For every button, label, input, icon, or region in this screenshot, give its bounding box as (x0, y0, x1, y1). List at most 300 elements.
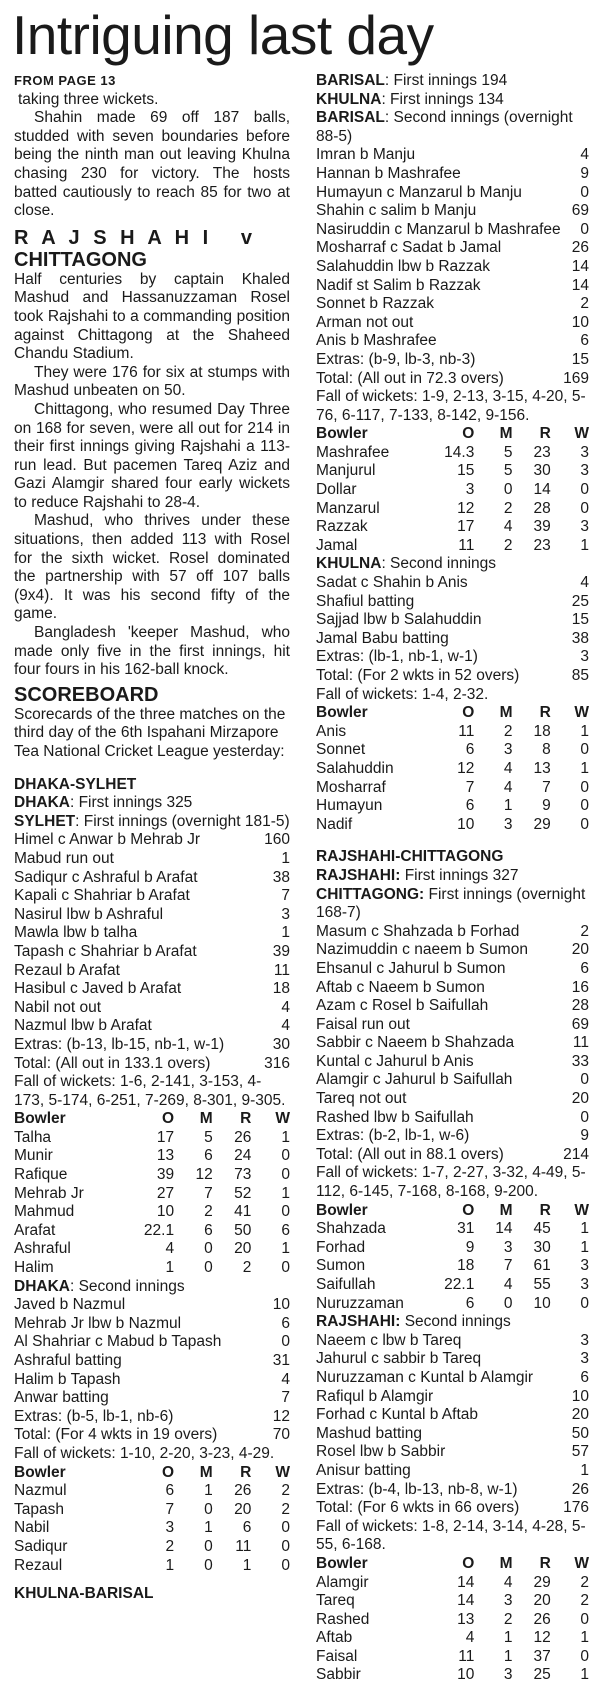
bowling-header-cell: Bowler (316, 704, 368, 722)
bowling-cell: Tapash (14, 1500, 64, 1518)
batting-line-label: Extras: (b-5, lb-1, nb-6) (14, 1407, 174, 1425)
innings-header: KHULNA: Second innings (316, 555, 497, 573)
bowling-cell: 1 (580, 536, 589, 554)
bowling-cell: 5 (204, 1128, 213, 1146)
bowling-header-cell: R (240, 1463, 252, 1481)
bowling-cell: 1 (281, 1128, 290, 1146)
bowling-cell: 11 (458, 722, 475, 740)
bowling-cell: 2 (503, 499, 513, 517)
bowling-cell: 12 (457, 759, 475, 777)
innings-header: DHAKA: First innings 325 (14, 794, 193, 812)
bowling-row (316, 723, 589, 742)
subhead-chittagong: CHITTAGONG (14, 248, 147, 271)
bowling-cell: 39 (533, 518, 551, 536)
bowling-row (14, 1482, 290, 1501)
batting-line-label: Mawla lbw b talha (14, 924, 138, 942)
bowling-cell: 5 (503, 462, 513, 480)
batting-line-label: Nazmul lbw b Arafat (14, 1017, 152, 1035)
batting-line-label: Anisur batting (316, 1461, 411, 1479)
bowling-cell: 3 (580, 518, 589, 536)
batting-line (14, 887, 290, 906)
bowling-cell: Nazmul (14, 1482, 67, 1500)
batting-line-value: 0 (281, 1333, 290, 1351)
bowling-cell: 24 (234, 1147, 252, 1165)
batting-line-value: 26 (571, 1480, 589, 1498)
bowling-row (14, 1557, 290, 1576)
bowling-cell: 2 (580, 1573, 589, 1591)
bowling-cell: 61 (533, 1257, 551, 1275)
batting-line-label: Aftab c Naeem b Sumon (316, 978, 485, 996)
bowling-cell: 2 (580, 1592, 589, 1610)
batting-line (14, 1036, 290, 1055)
batting-line-label: Sabbir c Naeem b Shahzada (316, 1034, 515, 1052)
bowling-cell: 0 (204, 1240, 213, 1258)
bowling-cell: 17 (457, 518, 475, 536)
bowling-header-cell: W (574, 425, 589, 443)
batting-line-value: 70 (272, 1426, 290, 1444)
batting-line-value: 1 (281, 849, 290, 867)
bowling-cell: Manzarul (316, 499, 380, 517)
bowling-header-cell: W (574, 1201, 589, 1219)
batting-line-value: 31 (272, 1352, 290, 1369)
bowling-row (316, 1574, 589, 1593)
bowling-cell: 0 (503, 481, 513, 499)
batting-line-value: 85 (571, 667, 589, 684)
bowling-cell: 30 (533, 1238, 551, 1256)
bowling-row (316, 816, 589, 835)
bowling-cell: Sumon (316, 1257, 366, 1275)
bowling-cell: 1 (503, 1629, 513, 1647)
batting-line-label: Rosel lbw b Sabbir (316, 1443, 446, 1461)
batting-line-label: Sajjad lbw b Salahuddin (316, 611, 482, 629)
batting-line (316, 1127, 589, 1146)
innings-header: BARISAL: First innings 194 (316, 72, 508, 89)
batting-line-label: Naeem c lbw b Tareq (316, 1331, 462, 1349)
bowling-cell: 0 (580, 741, 589, 759)
batting-line-value: 10 (272, 1296, 290, 1314)
batting-line (14, 1389, 290, 1408)
batting-line (316, 332, 589, 351)
batting-line (316, 593, 589, 612)
batting-line-label: Nasirul lbw b Ashraful (14, 905, 164, 923)
bowling-cell: 0 (281, 1556, 290, 1574)
batting-line-label: Nuruzzaman c Kuntal b Alamgir (316, 1368, 534, 1386)
bowling-cell: 2 (281, 1500, 290, 1518)
batting-line-value: 4 (281, 998, 290, 1016)
bowling-cell: 31 (457, 1220, 475, 1238)
bowling-cell: 2 (204, 1203, 213, 1221)
batting-line-label: Extras: (b-2, lb-1, w-6) (316, 1127, 470, 1145)
bowling-row (316, 1592, 589, 1611)
bowling-row (316, 1666, 589, 1685)
batting-line (316, 165, 589, 184)
bowling-row (316, 1239, 589, 1258)
bowling-row (14, 1240, 290, 1259)
batting-line-label: Total: (All out in 133.1 overs) (14, 1054, 211, 1072)
subhead-rajshahi: R A J S H A H I v (14, 226, 256, 249)
bowling-cell: 4 (503, 1573, 513, 1591)
bowling-cell: 0 (204, 1537, 213, 1555)
batting-line (316, 1090, 589, 1109)
bowling-cell: Mashrafee (316, 443, 390, 461)
batting-line-value: 316 (264, 1054, 290, 1072)
batting-line-value: 33 (571, 1052, 589, 1070)
batting-line (316, 941, 589, 960)
bowling-cell: 2 (242, 1259, 252, 1277)
bowling-cell: 0 (580, 499, 589, 517)
bowling-row (14, 1147, 290, 1166)
bowling-cell: 28 (533, 499, 551, 517)
from-page-label: FROM PAGE 13 (14, 73, 116, 88)
batting-line-label: Tapash c Shahriar b Arafat (14, 942, 197, 960)
batting-line (316, 1369, 589, 1388)
bowling-cell: 1 (281, 1184, 290, 1202)
bowling-cell: Dollar (316, 481, 357, 499)
match-title-dhaka-sylhet: DHAKA-SYLHET (14, 775, 137, 793)
bowling-cell: 25 (533, 1666, 551, 1684)
bowling-header-cell: Bowler (14, 1463, 66, 1481)
bowling-header-cell: O (462, 1554, 475, 1572)
batting-line (316, 146, 589, 165)
batting-line-label: Kapali c Shahriar b Arafat (14, 887, 190, 905)
batting-line-value: 10 (571, 1387, 589, 1405)
bowling-cell: 1 (165, 1259, 175, 1277)
batting-line-label: Extras: (b-13, lb-15, nb-1, w-1) (14, 1035, 225, 1053)
bowling-cell: 0 (503, 1294, 513, 1312)
batting-line (316, 1462, 589, 1481)
batting-line-value: 26 (571, 239, 589, 257)
bowling-cell: 6 (281, 1221, 290, 1239)
fall-of-wickets: Fall of wickets: 1-7, 2-27, 3-32, 4-49, 5-112, 6-145, 7-168, 8-168, 9-200. (316, 1164, 586, 1201)
batting-line-label: Mashud batting (316, 1424, 422, 1442)
bowling-cell: 3 (503, 1238, 513, 1256)
bowling-header-cell: M (199, 1110, 213, 1128)
batting-line-label: Nadif st Salim b Razzak (316, 276, 481, 294)
batting-line (316, 1016, 589, 1035)
bowling-table (316, 704, 589, 834)
batting-line (14, 1296, 290, 1315)
bowling-cell: Jamal (316, 536, 358, 554)
bowling-cell: 1 (580, 722, 589, 740)
bowling-cell: 17 (156, 1128, 175, 1146)
bowling-cell: 1 (580, 1666, 589, 1684)
batting-line-label: Shafiul batting (316, 592, 415, 610)
bowling-cell: 2 (503, 536, 513, 554)
batting-line-label: Imran b Manju (316, 146, 416, 164)
batting-line (14, 1371, 290, 1390)
innings-header: DHAKA: Second innings (14, 1277, 185, 1295)
bowling-cell: Halim (14, 1259, 54, 1277)
batting-line-value: 57 (571, 1443, 589, 1461)
match-title-khulna-barisal: KHULNA-BARISAL (14, 1585, 154, 1603)
batting-line (316, 1499, 589, 1518)
bowling-table (14, 1110, 290, 1277)
bowling-cell: Forhad (316, 1238, 366, 1256)
bowling-cell: 29 (533, 1573, 551, 1591)
batting-line-label: Humayun c Manzarul b Manju (316, 183, 522, 201)
headline: Intriguing last day (12, 4, 434, 66)
bowling-row (316, 1276, 589, 1295)
batting-line (316, 202, 589, 221)
batting-line (14, 869, 290, 888)
bowling-cell: 13 (457, 1610, 475, 1628)
batting-line-value: 3 (580, 648, 589, 666)
batting-line (316, 314, 589, 333)
fall-of-wickets: Fall of wickets: 1-4, 2-32. (316, 685, 489, 703)
bowling-cell: 0 (580, 797, 589, 815)
bowling-cell: Mahmud (14, 1203, 75, 1221)
innings-header: RAJSHAHI: First innings 327 (316, 866, 519, 884)
batting-line (14, 1333, 290, 1352)
batting-line (14, 980, 290, 999)
batting-line-value: 14 (571, 276, 589, 294)
innings-header: KHULNA: First innings 134 (316, 90, 504, 108)
fall-of-wickets: Fall of wickets: 1-8, 2-14, 3-14, 4-28, 5-55, 6-168. (316, 1517, 586, 1554)
bowling-cell: 1 (580, 759, 589, 777)
bowling-cell: 20 (234, 1500, 252, 1518)
batting-line (316, 258, 589, 277)
batting-line-label: Total: (All out in 72.3 overs) (316, 369, 504, 387)
bowling-cell: 26 (234, 1128, 252, 1146)
batting-line-label: Halim b Tapash (14, 1370, 121, 1388)
bowling-header-cell: O (462, 425, 475, 443)
bowling-cell: 22.1 (444, 1276, 475, 1293)
bowling-cell: 6 (204, 1147, 213, 1165)
batting-line-label: Shahin c salim b Manju (316, 202, 477, 220)
batting-list (14, 1296, 290, 1445)
bowling-row (14, 1185, 290, 1204)
bowling-cell: 6 (465, 741, 475, 759)
scoreboard-intro: Scorecards of the three matches on the third day of the 6th Ispahani Mirzapore Tea National Cricket League yesterday: (14, 705, 286, 760)
batting-line-value: 38 (571, 629, 589, 647)
batting-line (316, 1443, 589, 1462)
batting-line-value: 25 (571, 592, 589, 610)
bowling-row (316, 1257, 589, 1276)
bowling-cell: 11 (235, 1537, 252, 1555)
bowling-cell: 4 (503, 778, 513, 796)
batting-line-label: Mabud run out (14, 849, 114, 867)
bowling-cell: 4 (465, 1629, 475, 1647)
batting-list (316, 146, 589, 388)
bowling-cell: Mosharraf (316, 778, 386, 796)
bowling-cell: Sabbir (316, 1666, 361, 1684)
batting-line-value: 11 (572, 1034, 589, 1052)
batting-line-value: 20 (571, 1090, 589, 1108)
bowling-cell: 7 (165, 1500, 175, 1518)
bowling-cell: 20 (533, 1592, 551, 1610)
batting-line-label: Total: (For 6 wkts in 66 overs) (316, 1499, 520, 1517)
story-paragraph: Half centuries by captain Khaled Mashud and Hassanuzzaman Rosel took Rajshahi to a commanding position against Chittagong at the Shaheed Chandu Stadium. (14, 270, 290, 363)
batting-line-value: 7 (281, 887, 290, 905)
bowling-cell: 0 (580, 481, 589, 499)
bowling-header-cell: M (499, 1554, 513, 1572)
batting-line (316, 997, 589, 1016)
bowling-cell: 6 (465, 1294, 475, 1312)
bowling-header-cell: Bowler (316, 425, 368, 443)
batting-line-label: Arman not out (316, 313, 414, 331)
batting-line-value: 9 (580, 1127, 589, 1145)
bowling-row (316, 1611, 589, 1630)
batting-line-label: Mehrab Jr lbw b Nazmul (14, 1314, 182, 1332)
bowling-cell: 10 (457, 1666, 475, 1684)
batting-line (316, 1388, 589, 1407)
batting-line (316, 1425, 589, 1444)
innings-header: CHITTAGONG: First innings (overnight 168-7) (316, 885, 586, 922)
batting-line-label: Ashraful batting (14, 1352, 122, 1369)
right-column (316, 72, 589, 1685)
batting-line (316, 295, 589, 314)
bowling-cell: Arafat (14, 1221, 56, 1239)
batting-line-value: 12 (272, 1407, 290, 1425)
bowling-cell: 14 (457, 1573, 475, 1591)
batting-line (14, 1055, 290, 1074)
bowling-cell: 20 (234, 1240, 252, 1258)
bowling-cell: 6 (204, 1221, 213, 1239)
bowling-cell: 37 (533, 1647, 551, 1665)
batting-line-value: 11 (273, 961, 290, 979)
bowling-cell: 0 (204, 1259, 213, 1277)
bowling-cell: 0 (580, 1610, 589, 1628)
batting-line-label: Extras: (b-4, lb-13, nb-8, w-1) (316, 1480, 518, 1498)
bowling-cell: 0 (204, 1500, 213, 1518)
bowling-header-cell: O (462, 704, 475, 722)
batting-line-label: Rashed lbw b Saifullah (316, 1108, 474, 1126)
batting-line-label: Javed b Nazmul (14, 1296, 126, 1314)
batting-line-label: Faisal run out (316, 1015, 410, 1033)
bowling-cell: 45 (533, 1220, 551, 1238)
batting-line-value: 15 (571, 611, 589, 629)
batting-line-label: Nasiruddin c Manzarul b Mashrafee (316, 220, 561, 238)
bowling-row (14, 1203, 290, 1222)
bowling-cell: 3 (580, 1257, 589, 1275)
bowling-cell: 0 (580, 1647, 589, 1665)
bowling-header-cell: W (275, 1463, 290, 1481)
bowling-cell: 6 (242, 1519, 252, 1537)
bowling-cell: Ashraful (14, 1240, 71, 1258)
batting-line-value: 6 (580, 332, 589, 350)
bowling-row (316, 518, 589, 537)
bowling-cell: 8 (542, 741, 551, 759)
batting-line (316, 1350, 589, 1369)
batting-line-value: 4 (580, 146, 589, 164)
bowling-cell: 30 (533, 462, 551, 480)
batting-line (14, 906, 290, 925)
batting-line-label: Sonnet b Razzak (316, 295, 435, 313)
bowling-cell: Saifullah (316, 1276, 376, 1293)
bowling-cell: 11 (458, 536, 475, 554)
bowling-cell: Sadiqur (14, 1537, 68, 1555)
bowling-table (316, 1555, 589, 1685)
batting-line-value: 28 (571, 997, 589, 1015)
batting-line-label: Sadiqur c Ashraful b Arafat (14, 868, 198, 886)
scoreboard-title: SCOREBOARD (14, 683, 159, 706)
batting-line (316, 960, 589, 979)
bowling-cell: 1 (242, 1556, 252, 1574)
bowling-row (14, 1259, 290, 1278)
bowling-row (316, 1629, 589, 1648)
bowling-cell: 2 (503, 1610, 513, 1628)
batting-line-value: 69 (571, 1015, 589, 1033)
batting-line-value: 1 (281, 924, 290, 942)
batting-line-value: 3 (580, 1331, 589, 1349)
batting-list (316, 574, 589, 686)
innings-header: SYLHET: First innings (overnight 181-5) (14, 812, 290, 830)
batting-line (316, 370, 589, 389)
bowling-cell: Talha (14, 1128, 52, 1146)
batting-line-value: 50 (571, 1424, 589, 1442)
story-paragraph: Shahin made 69 off 187 balls, studded with seven boundaries before being the ninth man out leaving Khulna chasing 230 for victory. The hosts batted cautiously to reach 85 for two at close. (14, 109, 290, 220)
batting-line (14, 1315, 290, 1334)
bowling-cell: 0 (204, 1556, 213, 1574)
bowling-cell: 0 (281, 1519, 290, 1537)
batting-line-value: 1 (580, 1461, 589, 1479)
batting-line-label: Extras: (b-9, lb-3, nb-3) (316, 350, 476, 368)
batting-line-label: Total: (For 2 wkts in 52 overs) (316, 667, 520, 684)
batting-line-label: Mosharraf c Sadat b Jamal (316, 239, 502, 257)
batting-line-value: 16 (571, 978, 589, 996)
batting-line (316, 1109, 589, 1128)
batting-line-label: Rezaul b Arafat (14, 961, 120, 979)
bowling-cell: Shahzada (316, 1220, 386, 1238)
batting-line-value: 7 (281, 1389, 290, 1407)
fall-of-wickets: Fall of wickets: 1-6, 2-141, 3-153, 4-173, 5-174, 6-251, 7-269, 8-301, 9-305. (14, 1073, 286, 1109)
batting-line-value: 14 (571, 257, 589, 275)
bowling-cell: 4 (165, 1240, 175, 1258)
bowling-cell: 73 (234, 1166, 252, 1184)
bowling-cell: 18 (457, 1257, 475, 1275)
bowling-cell: 10 (533, 1294, 551, 1312)
bowling-cell: 1 (165, 1556, 175, 1574)
bowling-row (14, 1129, 290, 1148)
bowling-cell: 10 (457, 815, 475, 833)
bowling-cell: 0 (281, 1203, 290, 1221)
batting-line (316, 351, 589, 370)
batting-line-value: 20 (571, 1406, 589, 1424)
bowling-cell: 3 (503, 1592, 513, 1610)
bowling-cell: 22.1 (143, 1221, 175, 1239)
batting-line (14, 850, 290, 869)
batting-line (14, 1352, 290, 1371)
bowling-cell: Manjurul (316, 462, 376, 480)
bowling-cell: 14 (533, 481, 551, 499)
batting-line-value: 0 (580, 220, 589, 238)
bowling-row (316, 741, 589, 760)
bowling-cell: 27 (156, 1184, 175, 1202)
bowling-cell: 9 (465, 1238, 475, 1256)
batting-line-value: 4 (281, 1017, 290, 1035)
bowling-table (14, 1464, 290, 1576)
batting-line-value: 39 (272, 942, 290, 960)
bowling-cell: 7 (465, 778, 475, 796)
batting-line-value: 69 (571, 202, 589, 220)
bowling-cell: 3 (580, 462, 589, 480)
bowling-cell: 0 (281, 1259, 290, 1277)
batting-line-label: Anis b Mashrafee (316, 332, 437, 350)
bowling-cell: Nuruzzaman (316, 1294, 404, 1312)
bowling-header-cell: M (199, 1463, 213, 1481)
bowling-cell: 41 (234, 1203, 252, 1221)
batting-line (316, 667, 589, 686)
batting-line-label: Jamal Babu batting (316, 629, 449, 647)
bowling-cell: 0 (281, 1166, 290, 1184)
batting-line (14, 924, 290, 943)
batting-line-value: 4 (580, 574, 589, 592)
batting-line (316, 611, 589, 630)
bowling-cell: 3 (503, 741, 513, 759)
bowling-cell: 1 (281, 1240, 290, 1258)
bowling-cell: 13 (156, 1147, 175, 1165)
bowling-cell: 3 (465, 481, 475, 499)
